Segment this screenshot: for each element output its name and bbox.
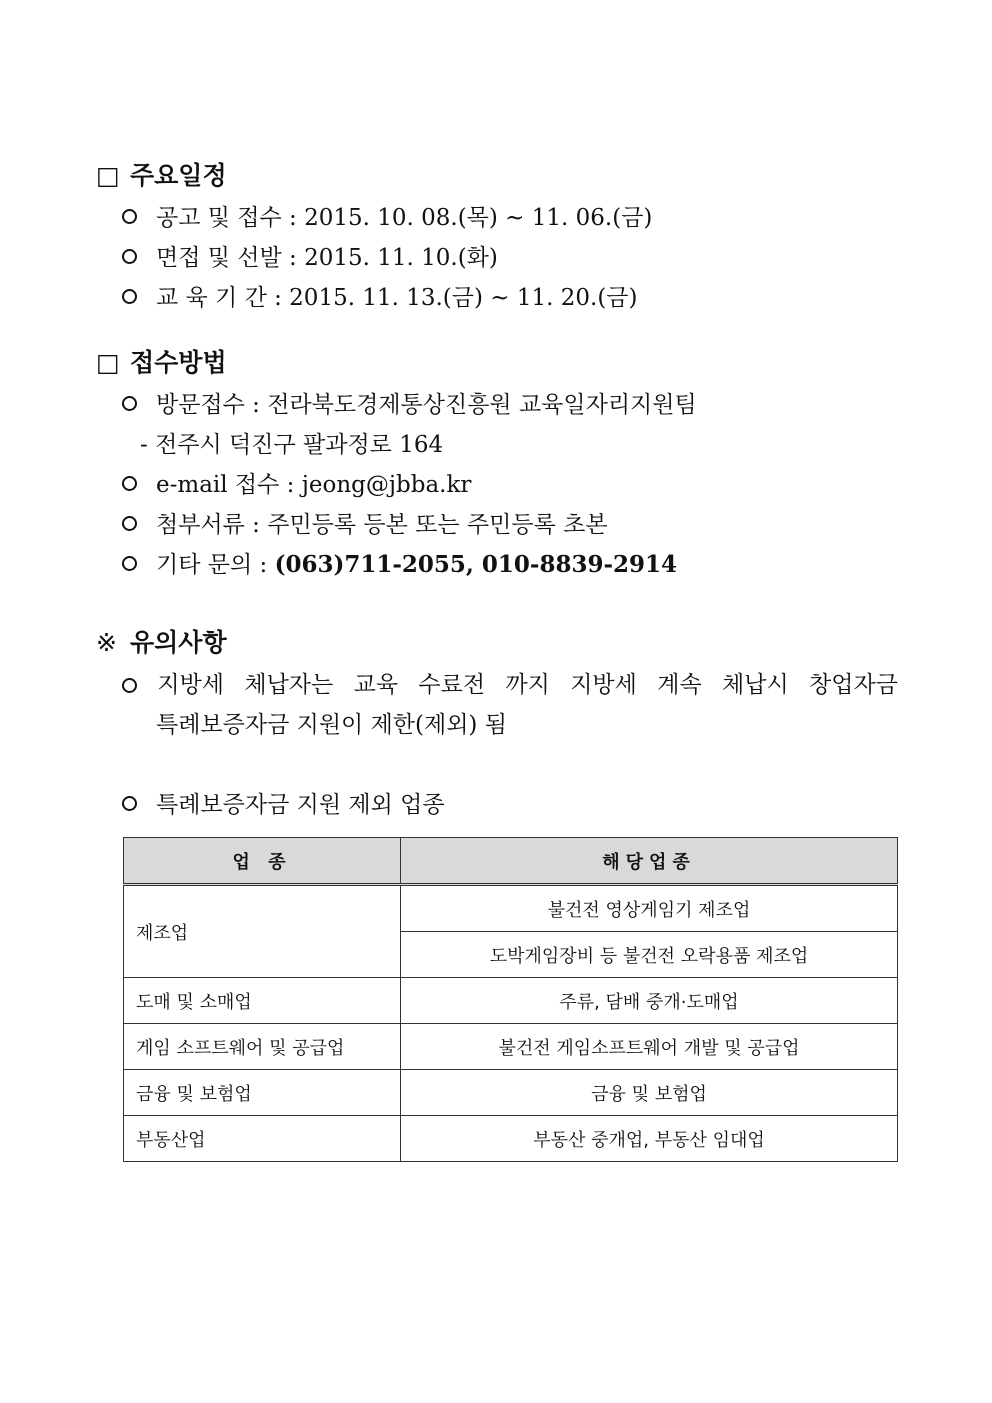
circle-bullet-icon xyxy=(122,556,137,571)
sub-cell: 불건전 게임소프트웨어 개발 및 공급업 xyxy=(401,1024,898,1070)
circle-bullet-icon xyxy=(122,396,137,411)
table-row xyxy=(124,1070,898,1116)
circle-bullet-icon xyxy=(122,289,137,304)
circle-bullet-icon xyxy=(122,796,137,811)
sub-cell: 금융 및 보험업 xyxy=(401,1070,898,1116)
circle-bullet-icon xyxy=(122,516,137,531)
category-cell: 부동산업 xyxy=(124,1116,401,1162)
schedule-item-interview: 면접 및 선발 : 2015. 11. 10.(화) xyxy=(122,243,498,273)
section-heading-notes xyxy=(96,628,227,658)
notes-line-2: 특례보증자금 지원이 제한(제외) 됨 xyxy=(156,712,507,738)
section-marker: □ xyxy=(96,348,120,377)
notes-line-1: 지방세 체납자는 교육 수료전 까지 지방세 계속 체납시 창업자금 xyxy=(122,665,898,705)
section-heading-schedule xyxy=(96,161,227,191)
circle-bullet-icon xyxy=(122,678,137,693)
sub-cell: 불건전 영상게임기 제조업 xyxy=(401,885,898,932)
table-row xyxy=(124,1116,898,1162)
circle-bullet-icon xyxy=(122,249,137,264)
application-documents: 첨부서류 : 주민등록 등본 또는 주민등록 초본 xyxy=(122,510,608,540)
sub-cell: 부동산 중개업, 부동산 임대업 xyxy=(401,1116,898,1162)
circle-bullet-icon xyxy=(122,209,137,224)
contact-numbers: (063)711-2055, 010-8839-2914 xyxy=(274,551,678,578)
section-title: 유의사항 xyxy=(130,628,227,657)
section-marker: □ xyxy=(96,161,120,190)
section-title: 접수방법 xyxy=(130,348,227,377)
notes-paragraph xyxy=(122,665,898,745)
application-visit: 방문접수 : 전라북도경제통상진흥원 교육일자리지원팀 xyxy=(122,390,697,420)
section-heading-application xyxy=(96,348,227,378)
schedule-item-announcement: 공고 및 접수 : 2015. 10. 08.(목) ~ 11. 06.(금) xyxy=(122,203,652,233)
table-row xyxy=(124,978,898,1024)
table-row xyxy=(124,1024,898,1070)
section-marker: ※ xyxy=(96,628,117,657)
application-email: e-mail 접수 : jeong@jbba.kr xyxy=(122,470,471,500)
section-title: 주요일정 xyxy=(130,161,227,190)
sub-cell: 주류, 담배 중개·도매업 xyxy=(401,978,898,1024)
category-cell: 금융 및 보험업 xyxy=(124,1070,401,1116)
excluded-industries-table xyxy=(123,837,898,1162)
table-intro: 특례보증자금 지원 제외 업종 xyxy=(122,790,445,820)
schedule-item-education: 교 육 기 간 : 2015. 11. 13.(금) ~ 11. 20.(금) xyxy=(122,283,638,313)
header-category: 업 종 xyxy=(124,838,401,885)
table-row xyxy=(124,885,898,932)
sub-cell: 도박게임장비 등 불건전 오락용품 제조업 xyxy=(401,932,898,978)
category-cell: 도매 및 소매업 xyxy=(124,978,401,1024)
application-contact: 기타 문의 : (063)711-2055, 010-8839-2914 xyxy=(122,550,677,580)
header-sub: 해당업종 xyxy=(401,838,898,885)
circle-bullet-icon xyxy=(122,476,137,491)
category-cell: 게임 소프트웨어 및 공급업 xyxy=(124,1024,401,1070)
category-cell: 제조업 xyxy=(124,885,401,978)
table-header-row xyxy=(124,838,898,885)
application-address: - 전주시 덕진구 팔과정로 164 xyxy=(140,432,444,458)
